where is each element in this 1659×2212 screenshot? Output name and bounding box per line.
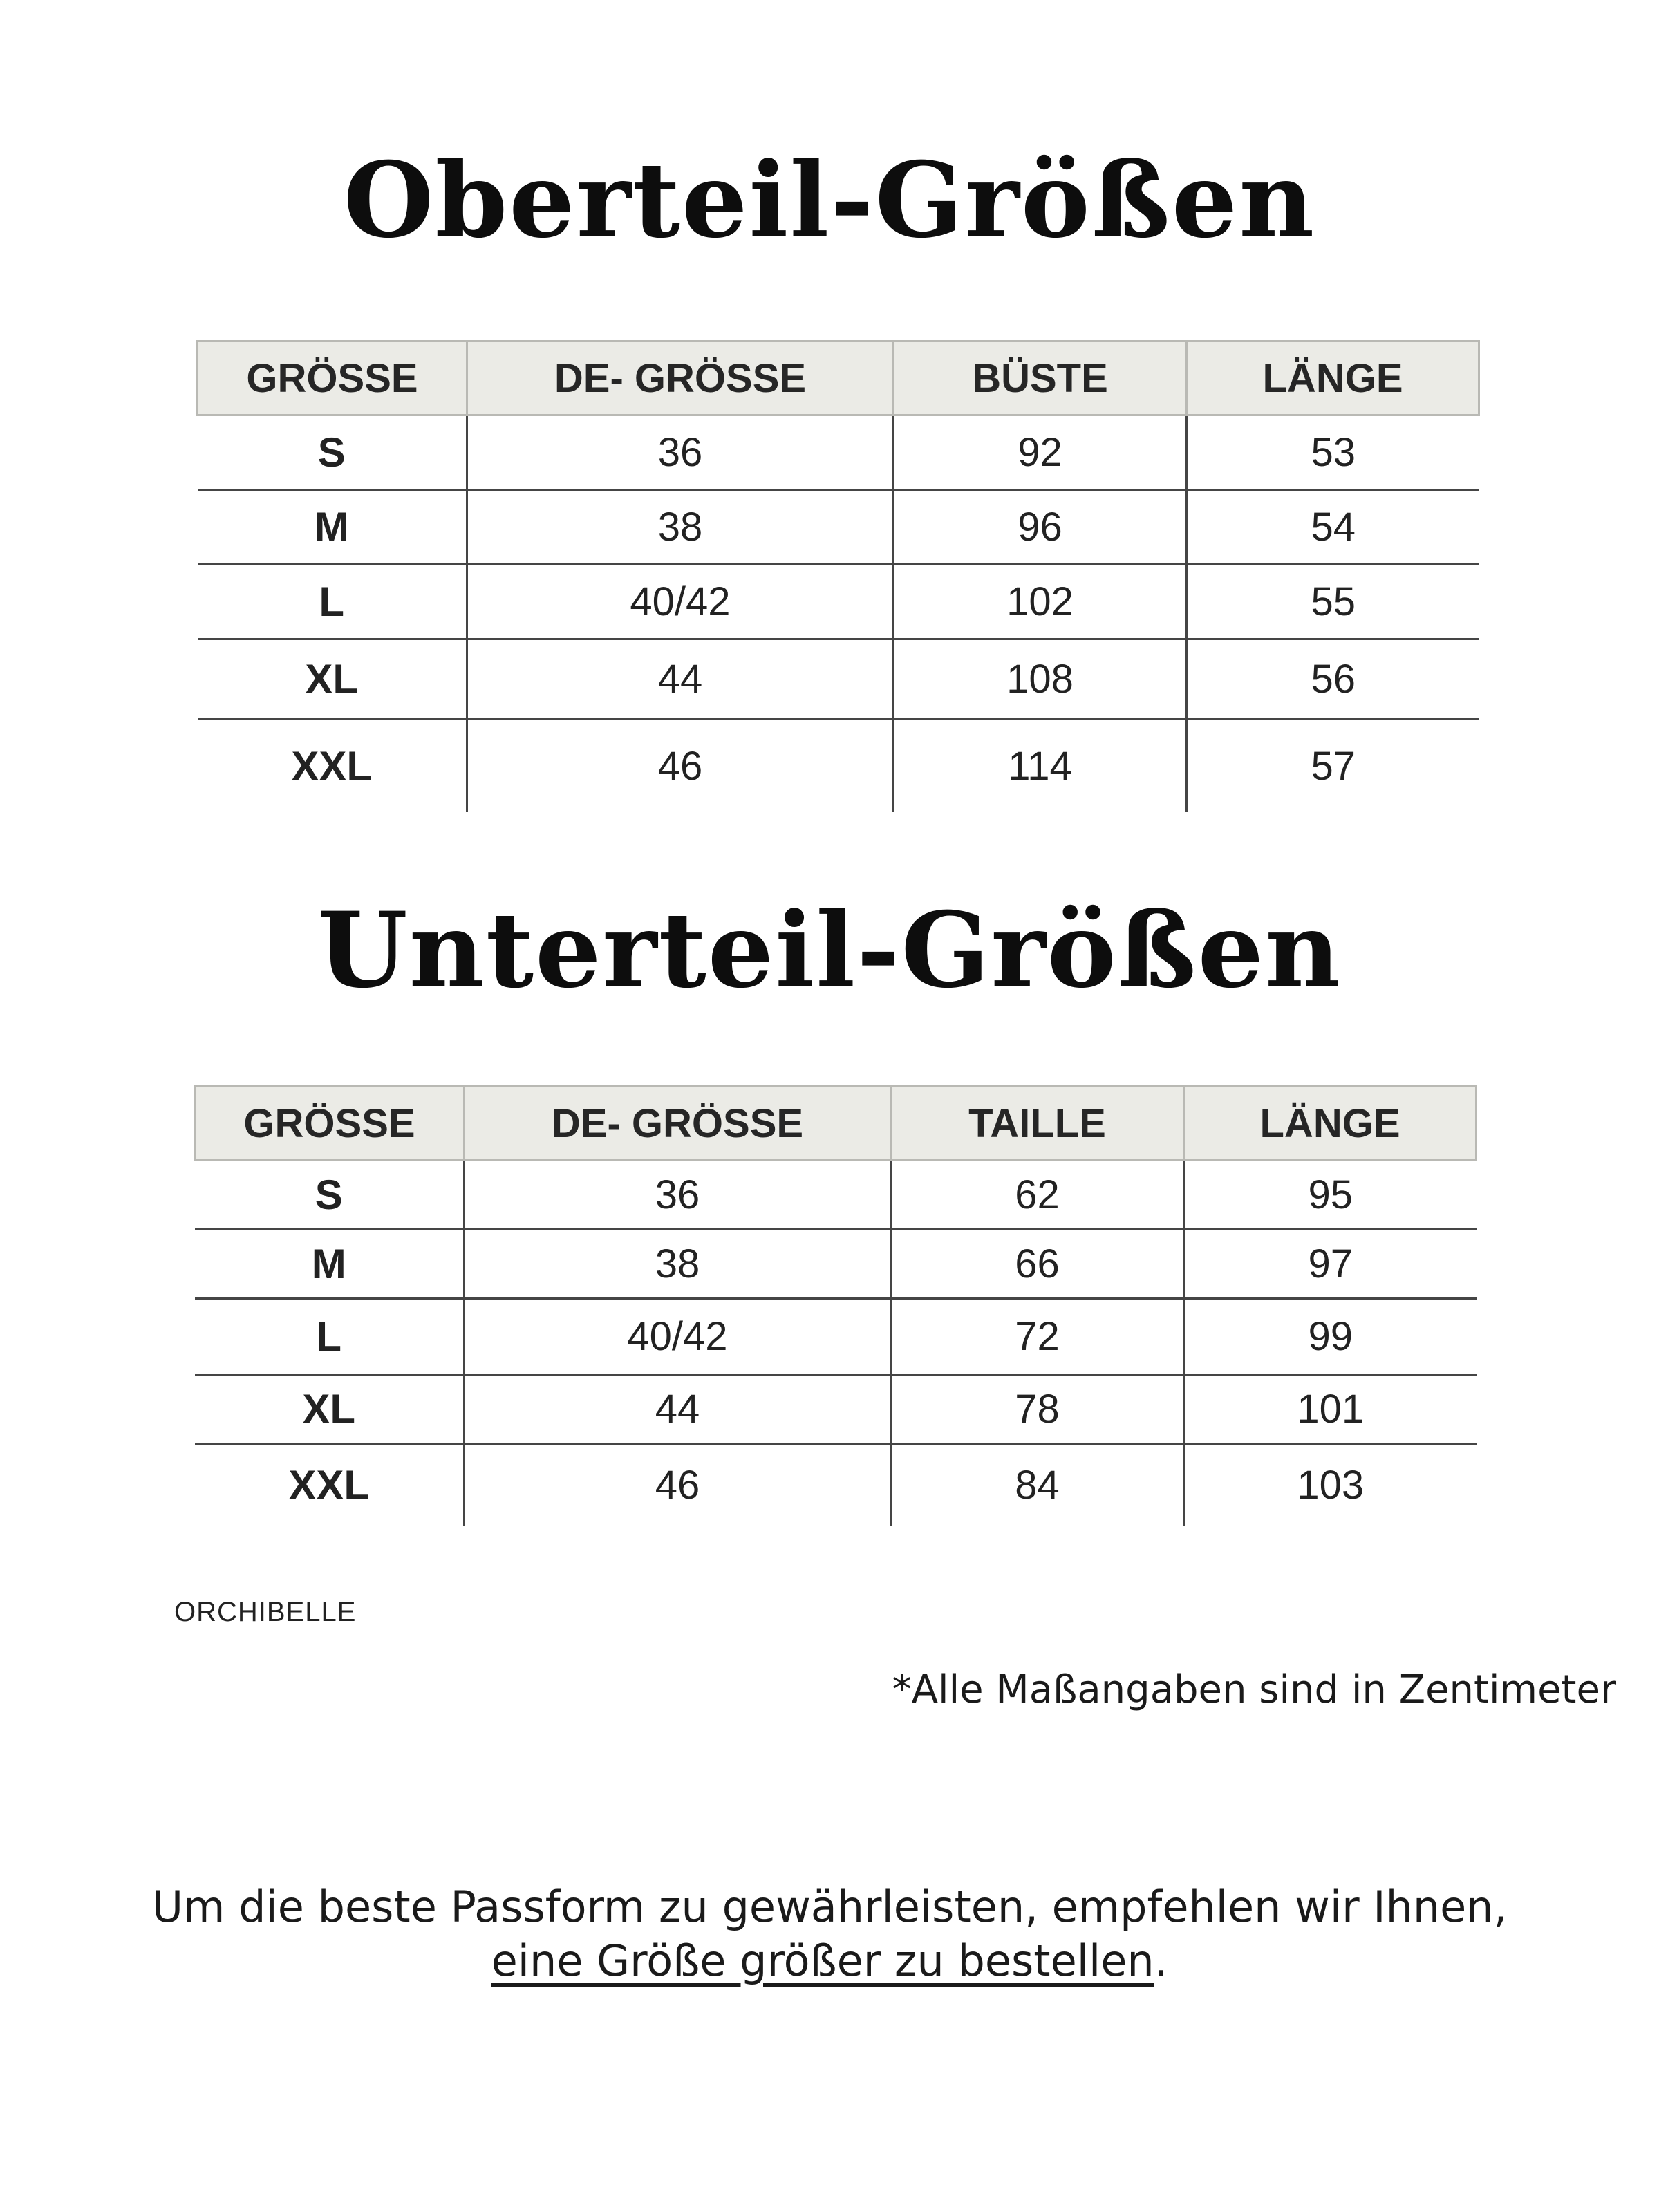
length-cell: 97 bbox=[1184, 1230, 1477, 1299]
header-length: LÄNGE bbox=[1184, 1087, 1477, 1161]
table-row bbox=[198, 639, 1479, 720]
unit-note: *Alle Maßangaben sind in Zentimeter bbox=[892, 1667, 1616, 1712]
size-cell: XXL bbox=[291, 742, 373, 789]
table-row bbox=[195, 1161, 1477, 1230]
waist-cell: 66 bbox=[891, 1230, 1184, 1299]
header-de-size: DE- GRÖSSE bbox=[467, 341, 894, 415]
size-cell: L bbox=[195, 1299, 465, 1375]
bottoms-size-table bbox=[194, 1085, 1477, 1526]
table-row bbox=[195, 1375, 1477, 1444]
bust-cell: 92 bbox=[894, 415, 1187, 490]
length-cell: 103 bbox=[1184, 1444, 1477, 1526]
de-size-cell: 44 bbox=[467, 639, 894, 720]
brand-name: ORCHIBELLE bbox=[174, 1597, 357, 1627]
tops-size-table bbox=[196, 340, 1480, 812]
de-size-cell: 40/42 bbox=[465, 1299, 891, 1375]
waist-cell: 62 bbox=[891, 1161, 1184, 1230]
bust-cell: 102 bbox=[894, 565, 1187, 639]
de-size-cell: 38 bbox=[465, 1230, 891, 1299]
tops-size-title: Oberteil-Größen bbox=[343, 140, 1316, 261]
bottoms-size-title: Unterteil-Größen bbox=[317, 890, 1342, 1011]
table-header-row bbox=[198, 341, 1479, 415]
size-cell: XL bbox=[195, 1375, 465, 1444]
de-size-cell: 46 bbox=[465, 1444, 891, 1526]
table-row bbox=[198, 415, 1479, 490]
de-size-cell: 36 bbox=[465, 1161, 891, 1230]
length-cell: 56 bbox=[1187, 639, 1479, 720]
de-size-cell: 46 bbox=[467, 720, 894, 812]
size-cell: XXL bbox=[288, 1461, 370, 1508]
length-cell: 53 bbox=[1187, 415, 1479, 490]
bust-cell: 96 bbox=[894, 490, 1187, 565]
header-length: LÄNGE bbox=[1187, 341, 1479, 415]
length-cell: 55 bbox=[1187, 565, 1479, 639]
header-waist: TAILLE bbox=[891, 1087, 1184, 1161]
size-cell: S bbox=[195, 1161, 465, 1230]
bust-cell: 108 bbox=[894, 639, 1187, 720]
table-row bbox=[195, 1444, 1477, 1526]
size-cell: S bbox=[198, 415, 467, 490]
table-row bbox=[198, 565, 1479, 639]
length-cell: 54 bbox=[1187, 490, 1479, 565]
size-cell: XL bbox=[198, 639, 467, 720]
table-row bbox=[198, 490, 1479, 565]
recommendation-underlined-text: eine Größe größer zu bestellen bbox=[491, 1936, 1154, 1986]
table-row bbox=[198, 720, 1479, 812]
recommendation-line-2 bbox=[0, 1934, 1659, 1988]
size-cell: L bbox=[198, 565, 467, 639]
bust-cell: 114 bbox=[894, 720, 1187, 812]
de-size-cell: 40/42 bbox=[467, 565, 894, 639]
length-cell: 57 bbox=[1187, 720, 1479, 812]
waist-cell: 78 bbox=[891, 1375, 1184, 1444]
header-size: GRÖSSE bbox=[198, 341, 467, 415]
de-size-cell: 38 bbox=[467, 490, 894, 565]
header-size: GRÖSSE bbox=[195, 1087, 465, 1161]
recommendation-line-1: Um die beste Passform zu gewährleisten, empfehlen wir Ihnen, bbox=[151, 1882, 1508, 1932]
table-row bbox=[195, 1299, 1477, 1375]
header-bust: BÜSTE bbox=[894, 341, 1187, 415]
header-de-size: DE- GRÖSSE bbox=[465, 1087, 891, 1161]
size-cell: M bbox=[198, 490, 467, 565]
de-size-cell: 44 bbox=[465, 1375, 891, 1444]
size-cell: M bbox=[195, 1230, 465, 1299]
table-header-row bbox=[195, 1087, 1477, 1161]
waist-cell: 84 bbox=[891, 1444, 1184, 1526]
length-cell: 101 bbox=[1184, 1375, 1477, 1444]
waist-cell: 72 bbox=[891, 1299, 1184, 1375]
size-recommendation bbox=[0, 1880, 1659, 1988]
de-size-cell: 36 bbox=[467, 415, 894, 490]
recommendation-line-end: . bbox=[1154, 1936, 1168, 1986]
length-cell: 99 bbox=[1184, 1299, 1477, 1375]
table-row bbox=[195, 1230, 1477, 1299]
length-cell: 95 bbox=[1184, 1161, 1477, 1230]
